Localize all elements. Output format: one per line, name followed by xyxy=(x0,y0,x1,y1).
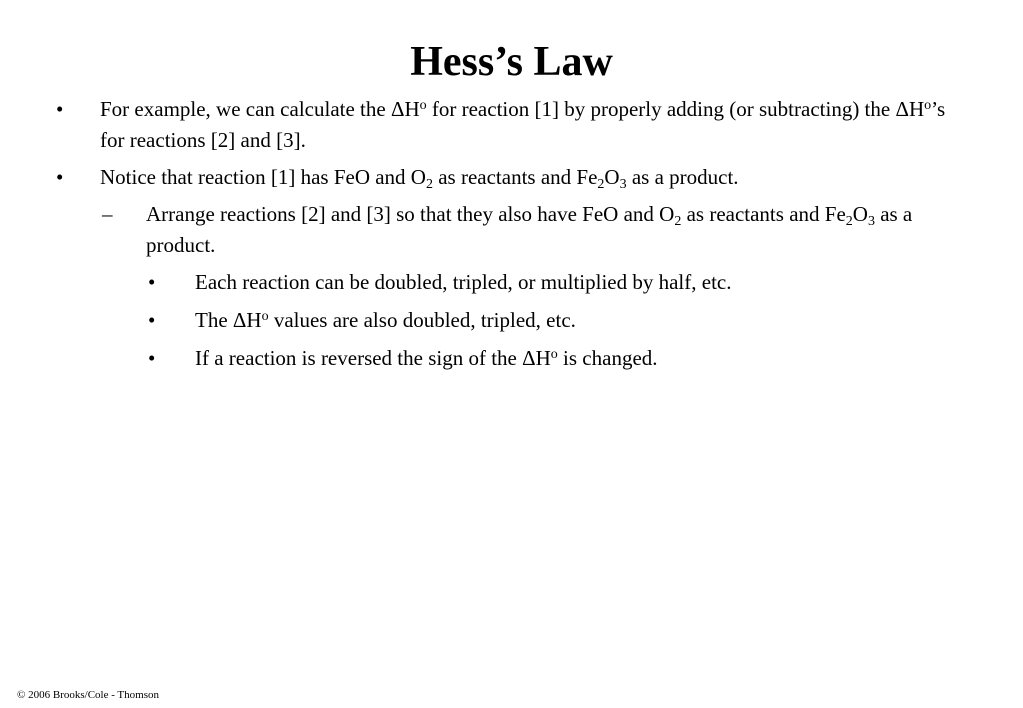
subscript: 3 xyxy=(619,177,627,192)
copyright-footer: © 2006 Brooks/Cole - Thomson xyxy=(17,689,159,701)
subscript: 3 xyxy=(867,214,875,229)
superscript: o xyxy=(419,98,427,113)
sub-sub-bullet-text: If a reaction is reversed the sign of the ΔH xyxy=(195,346,551,370)
sub-bullet-item xyxy=(0,199,1023,261)
sub-sub-bullet-text: is changed. xyxy=(557,346,658,370)
sub-sub-bullet-text: The ΔH xyxy=(195,308,262,332)
sub-sub-bullet-item xyxy=(0,267,1023,298)
bullet-text: O xyxy=(604,165,620,189)
superscript: o xyxy=(924,98,932,113)
sub-sub-bullet-text: values are also doubled, tripled, etc. xyxy=(268,308,576,332)
sub-bullet-text: O xyxy=(852,202,868,226)
superscript: o xyxy=(550,347,558,362)
sub-bullet-text: Arrange reactions [2] and [3] so that they also have FeO and O xyxy=(146,202,675,226)
bullet-text: for reaction [1] by properly adding (or subtracting) the ΔH xyxy=(426,97,925,121)
bullet-text: For example, we can calculate the ΔH xyxy=(100,97,420,121)
bullet-text: ’s for reactions [2] and [3]. xyxy=(100,97,946,152)
bullet-item xyxy=(0,94,1023,156)
bullet-list xyxy=(0,94,1023,381)
dash-marker: – xyxy=(102,202,113,226)
bullet-marker: • xyxy=(148,270,156,294)
superscript: o xyxy=(261,309,269,324)
bullet-marker: • xyxy=(56,165,64,189)
bullet-text: Notice that reaction [1] has FeO and O xyxy=(100,165,426,189)
bullet-marker: • xyxy=(148,346,156,370)
slide-title: Hess’s Law xyxy=(410,39,613,85)
sub-bullet-text: as a product. xyxy=(146,202,913,257)
bullet-text: as reactants and Fe xyxy=(432,165,598,189)
bullet-marker: • xyxy=(148,308,156,332)
sub-sub-bullet-item xyxy=(0,343,1023,374)
subscript: 2 xyxy=(674,214,682,229)
subscript: 2 xyxy=(845,214,853,229)
subscript: 2 xyxy=(425,177,433,192)
bullet-text: as a product. xyxy=(626,165,739,189)
bullet-marker: • xyxy=(56,97,64,121)
sub-bullet-text: as reactants and Fe xyxy=(681,202,846,226)
sub-sub-bullet-item xyxy=(0,305,1023,336)
subscript: 2 xyxy=(597,177,605,192)
sub-sub-bullet-text: Each reaction can be doubled, tripled, or multiplied by half, etc. xyxy=(195,270,732,294)
bullet-item xyxy=(0,162,1023,193)
